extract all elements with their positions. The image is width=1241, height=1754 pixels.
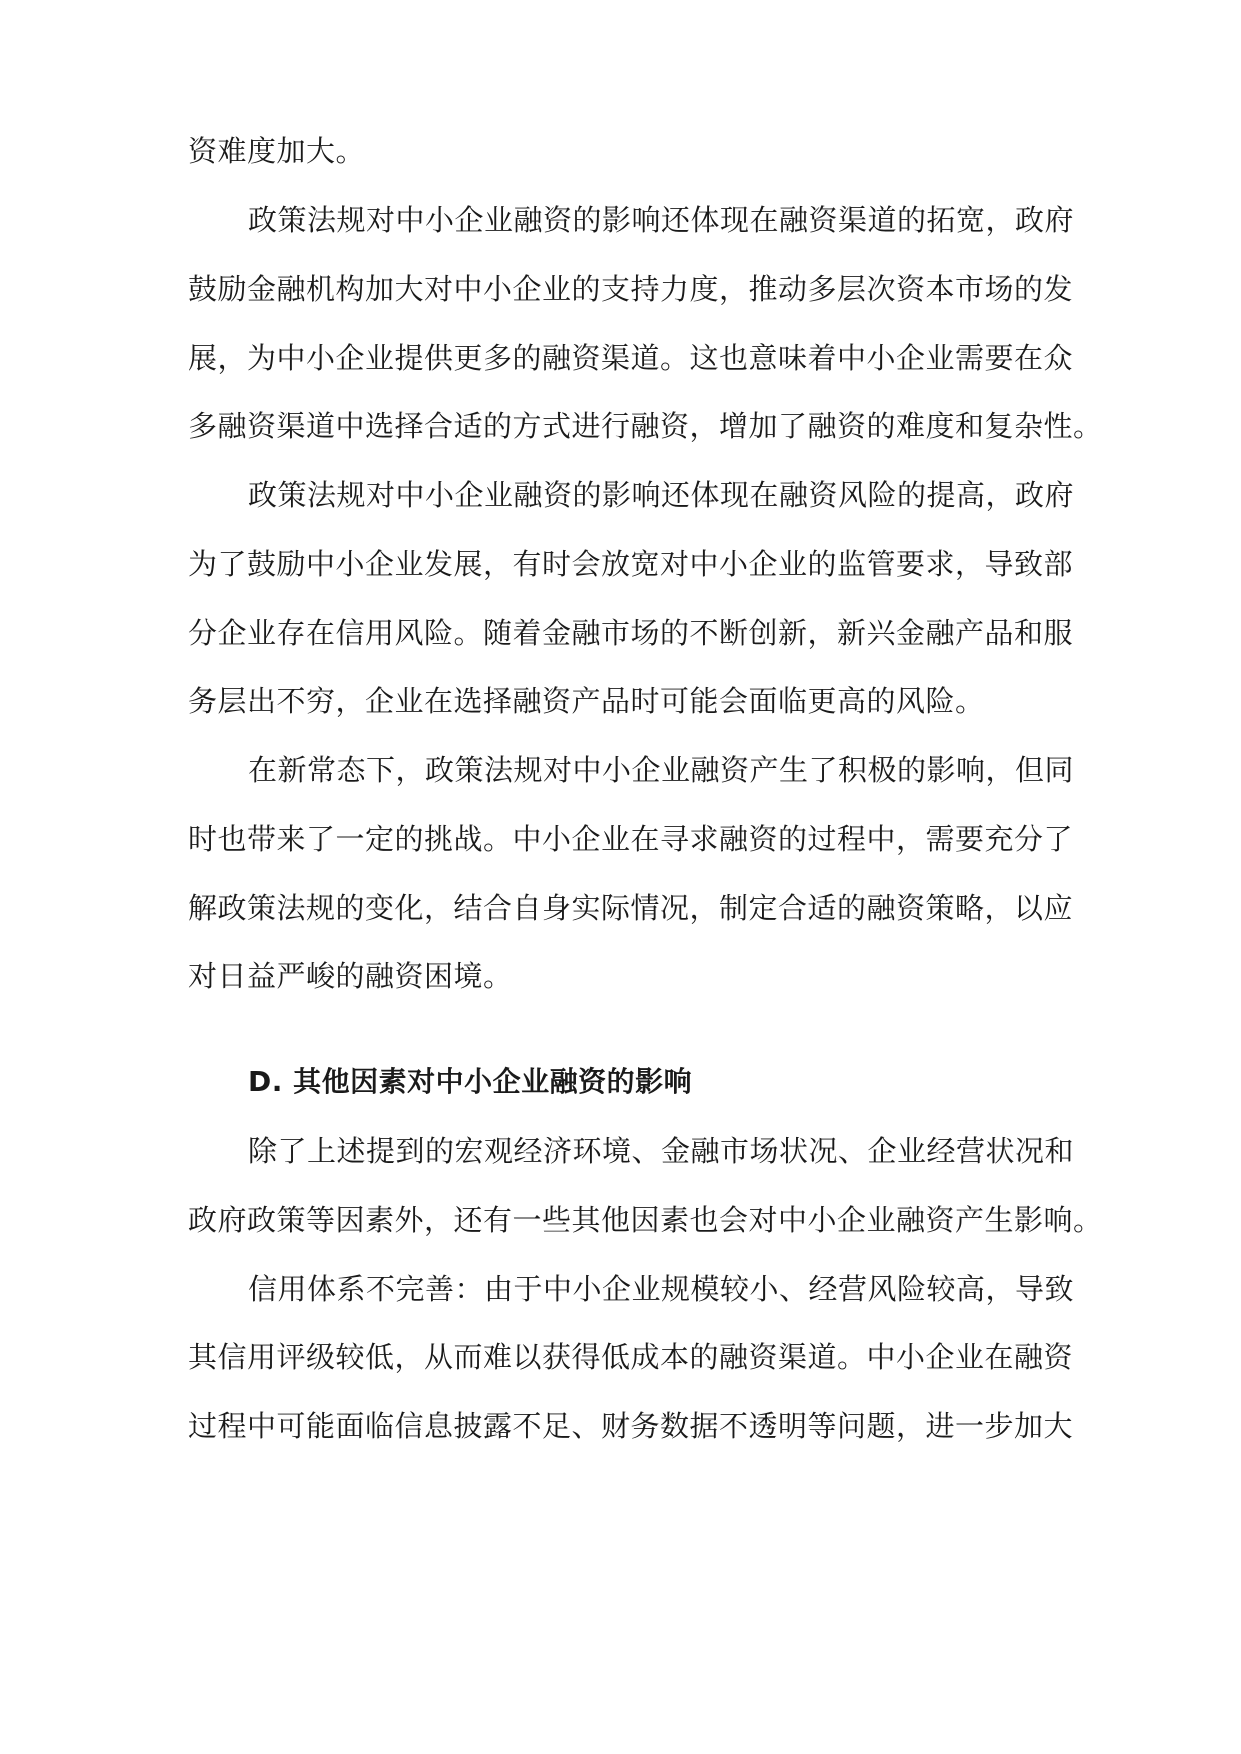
text-line: 过程中可能面临信息披露不足、财务数据不透明等问题，进一步加大 bbox=[188, 1409, 1074, 1443]
paragraph-first-line: 政策法规对中小企业融资的影响还体现在融资渠道的拓宽，政府 bbox=[248, 203, 1075, 237]
text-line: 分企业存在信用风险。随着金融市场的不断创新，新兴金融产品和服 bbox=[188, 616, 1074, 650]
paragraph-first-line: 信用体系不完善：由于中小企业规模较小、经营风险较高，导致 bbox=[248, 1272, 1075, 1306]
text-line: 时也带来了一定的挑战。中小企业在寻求融资的过程中，需要充分了 bbox=[188, 822, 1074, 856]
text-line: 鼓励金融机构加大对中小企业的支持力度，推动多层次资本市场的发 bbox=[188, 272, 1074, 306]
text-line: 政府政策等因素外，还有一些其他因素也会对中小企业融资产生影响。 bbox=[188, 1203, 1103, 1237]
text-line: 展，为中小企业提供更多的融资渠道。这也意味着中小企业需要在众 bbox=[188, 341, 1074, 375]
text-line: 务层出不穷，企业在选择融资产品时可能会面临更高的风险。 bbox=[188, 684, 985, 718]
text-line: 其信用评级较低，从而难以获得低成本的融资渠道。中小企业在融资 bbox=[188, 1340, 1074, 1374]
text-line: 解政策法规的变化，结合自身实际情况，制定合适的融资策略，以应 bbox=[188, 891, 1074, 925]
paragraph-first-line: 政策法规对中小企业融资的影响还体现在融资风险的提高，政府 bbox=[248, 478, 1075, 512]
paragraph-first-line: 除了上述提到的宏观经济环境、金融市场状况、企业经营状况和 bbox=[248, 1134, 1075, 1168]
text-line: 多融资渠道中选择合适的方式进行融资，增加了融资的难度和复杂性。 bbox=[188, 409, 1103, 443]
paragraph-first-line: 在新常态下，政策法规对中小企业融资产生了积极的影响，但同 bbox=[248, 753, 1075, 787]
text-line: 资难度加大。 bbox=[188, 134, 366, 168]
section-heading: D. 其他因素对中小企业融资的影响 bbox=[248, 1065, 693, 1098]
text-line: 为了鼓励中小企业发展，有时会放宽对中小企业的监管要求，导致部 bbox=[188, 547, 1074, 581]
text-line: 对日益严峻的融资困境。 bbox=[188, 959, 513, 993]
